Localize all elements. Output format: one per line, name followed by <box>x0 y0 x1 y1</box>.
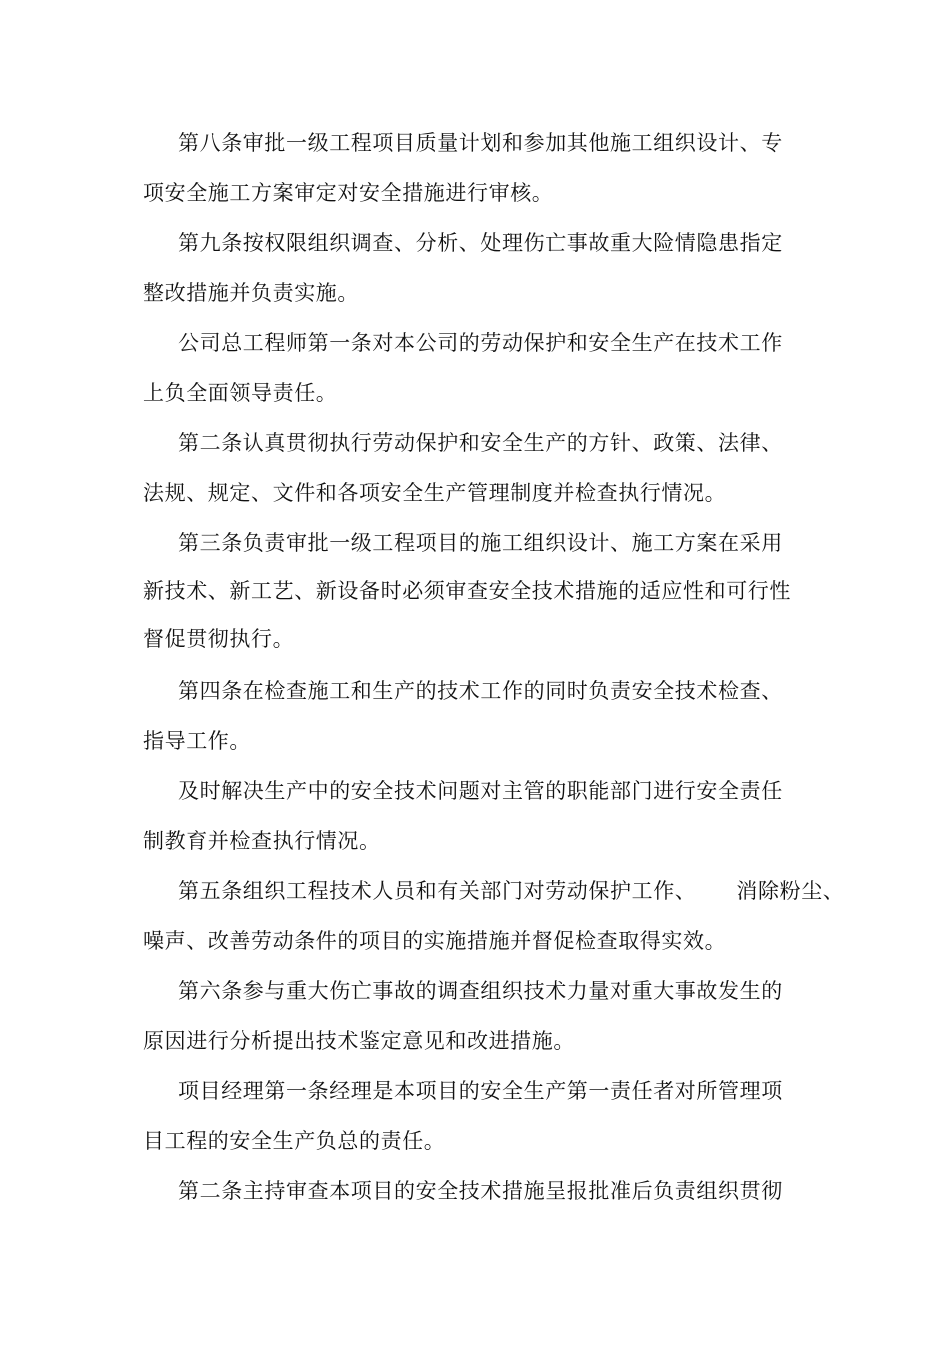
text-line: 及时解决生产中的安全技术问题对主管的职能部门进行安全责任 <box>178 779 783 803</box>
text-line: 第六条参与重大伤亡事故的调查组织技术力量对重大事故发生的 <box>178 979 783 1003</box>
text-line: 制教育并检查执行情况。 <box>143 829 381 853</box>
text-line: 第二条主持审查本项目的安全技术措施呈报批准后负责组织贯彻 <box>178 1179 783 1203</box>
text-line: 上负全面领导责任。 <box>143 381 338 405</box>
text-line: 第八条审批一级工程项目质量计划和参加其他施工组织设计、专 <box>178 131 783 155</box>
text-line: 法规、规定、文件和各项安全生产管理制度并检查执行情况。 <box>143 481 727 505</box>
text-line: 项安全施工方案审定对安全措施进行审核。 <box>143 181 554 205</box>
text-segment: 消除粉尘、 <box>736 879 845 903</box>
text-line: 原因进行分析提出技术鉴定意见和改进措施。 <box>143 1029 575 1053</box>
text-line: 公司总工程师第一条对本公司的劳动保护和安全生产在技术工作 <box>178 331 783 355</box>
text-line: 督促贯彻执行。 <box>143 627 295 651</box>
text-line: 噪声、改善劳动条件的项目的实施措施并督促检查取得实效。 <box>143 929 727 953</box>
text-segment: 第五条组织工程技术人员和有关部门对劳动保护工作、 <box>178 879 697 903</box>
text-line: 新技术、新工艺、新设备时必须审查安全技术措施的适应性和可行性 <box>143 579 791 603</box>
text-line: 第三条负责审批一级工程项目的施工组织设计、施工方案在采用 <box>178 531 783 555</box>
text-line: 整改措施并负责实施。 <box>143 281 359 305</box>
text-line: 目工程的安全生产负总的责任。 <box>143 1129 446 1153</box>
text-line: 第四条在检查施工和生产的技术工作的同时负责安全技术检查、 <box>178 679 783 703</box>
text-line: 项目经理第一条经理是本项目的安全生产第一责任者对所管理项 <box>178 1079 783 1103</box>
text-line: 指导工作。 <box>143 729 251 753</box>
text-line <box>178 876 844 906</box>
text-line: 第九条按权限组织调查、分析、处理伤亡事故重大险情隐患指定 <box>178 231 783 255</box>
text-line: 第二条认真贯彻执行劳动保护和安全生产的方针、政策、法律、 <box>178 431 783 455</box>
